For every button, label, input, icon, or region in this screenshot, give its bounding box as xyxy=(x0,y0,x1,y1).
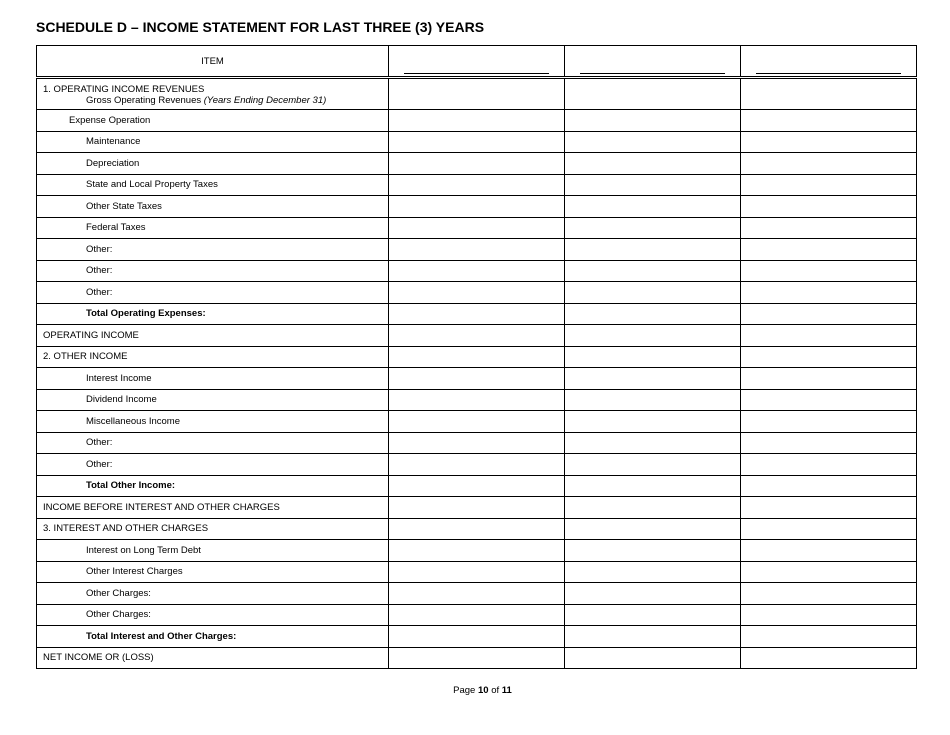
table-row xyxy=(37,346,917,368)
table-row xyxy=(37,217,917,239)
year-1-value-cell[interactable] xyxy=(389,518,565,540)
row-label: Other: xyxy=(86,458,113,470)
year-3-value-cell[interactable] xyxy=(741,454,917,476)
row-label-cell xyxy=(37,389,389,411)
year-1-value-cell[interactable] xyxy=(389,303,565,325)
year-2-value-cell[interactable] xyxy=(565,540,741,562)
year-3-value-cell[interactable] xyxy=(741,368,917,390)
year-1-value-cell[interactable] xyxy=(389,346,565,368)
year-1-header-field[interactable] xyxy=(389,46,565,78)
year-3-value-cell[interactable] xyxy=(741,260,917,282)
year-3-value-cell[interactable] xyxy=(741,239,917,261)
row-label-cell xyxy=(37,540,389,562)
year-1-value-cell[interactable] xyxy=(389,561,565,583)
table-row xyxy=(37,540,917,562)
item-column-header: ITEM xyxy=(37,46,389,78)
year-1-value-cell[interactable] xyxy=(389,282,565,304)
table-row xyxy=(37,411,917,433)
row-label: Other Interest Charges xyxy=(86,566,183,578)
year-1-value-cell[interactable] xyxy=(389,389,565,411)
year-2-value-cell[interactable] xyxy=(565,282,741,304)
row-label-cell xyxy=(37,131,389,153)
year-1-value-cell[interactable] xyxy=(389,626,565,648)
year-2-value-cell[interactable] xyxy=(565,518,741,540)
year-2-value-cell[interactable] xyxy=(565,604,741,626)
year-2-value-cell[interactable] xyxy=(565,303,741,325)
year-2-value-cell[interactable] xyxy=(565,174,741,196)
row-label: Total Operating Expenses: xyxy=(86,308,206,320)
row-label: 1. OPERATING INCOME REVENUES xyxy=(43,84,205,95)
year-3-value-cell[interactable] xyxy=(741,497,917,519)
page-total: 11 xyxy=(501,685,512,696)
year-1-value-cell[interactable] xyxy=(389,260,565,282)
row-label-cell xyxy=(37,217,389,239)
row-label: 2. OTHER INCOME xyxy=(43,351,128,363)
row-label: Interest Income xyxy=(86,372,152,384)
year-1-value-cell[interactable] xyxy=(389,153,565,175)
year-3-value-cell[interactable] xyxy=(741,647,917,669)
year-3-value-cell[interactable] xyxy=(741,604,917,626)
table-row xyxy=(37,475,917,497)
table-row xyxy=(37,368,917,390)
row-label: 3. INTEREST AND OTHER CHARGES xyxy=(43,523,209,535)
row-label: Other: xyxy=(86,437,113,449)
year-1-value-cell[interactable] xyxy=(389,131,565,153)
year-2-value-cell[interactable] xyxy=(565,217,741,239)
row-label-cell xyxy=(37,604,389,626)
row-label: Other: xyxy=(86,286,113,298)
year-2-value-cell[interactable] xyxy=(565,626,741,648)
row-label: Other Charges: xyxy=(86,587,151,599)
row-label-cell xyxy=(37,497,389,519)
table-row xyxy=(37,626,917,648)
row-label-cell xyxy=(37,583,389,605)
year-2-value-cell[interactable] xyxy=(565,346,741,368)
year-2-value-cell[interactable] xyxy=(565,131,741,153)
row-label-cell xyxy=(37,260,389,282)
row-label: Depreciation xyxy=(86,157,140,169)
year-3-value-cell[interactable] xyxy=(741,346,917,368)
row-label: Other: xyxy=(86,265,113,277)
year-2-value-cell[interactable] xyxy=(565,389,741,411)
year-1-value-cell[interactable] xyxy=(389,325,565,347)
year-3-value-cell[interactable] xyxy=(741,196,917,218)
year-2-value-cell[interactable] xyxy=(565,368,741,390)
year-2-value-cell[interactable] xyxy=(565,260,741,282)
year-3-value-cell[interactable] xyxy=(741,325,917,347)
year-1-value-cell[interactable] xyxy=(389,217,565,239)
year-1-value-cell[interactable] xyxy=(389,583,565,605)
year-2-header-field[interactable] xyxy=(565,46,741,78)
year-1-value-cell[interactable] xyxy=(389,368,565,390)
year-3-value-cell[interactable] xyxy=(741,540,917,562)
table-row xyxy=(37,325,917,347)
year-3-value-cell[interactable] xyxy=(741,131,917,153)
row-label: Total Other Income: xyxy=(86,480,176,492)
row-label: State and Local Property Taxes xyxy=(86,179,218,191)
year-3-value-cell[interactable] xyxy=(741,432,917,454)
row-sub-label: Gross Operating Revenues xyxy=(86,95,202,106)
year-2-blank-line xyxy=(580,73,725,74)
row-label: Total Interest and Other Charges: xyxy=(86,630,237,642)
year-1-value-cell[interactable] xyxy=(389,196,565,218)
table-row xyxy=(37,604,917,626)
row-label-cell xyxy=(37,325,389,347)
year-1-value-cell[interactable] xyxy=(389,432,565,454)
row-label-cell xyxy=(37,78,389,110)
year-1-value-cell[interactable] xyxy=(389,239,565,261)
page-of: of xyxy=(491,685,500,696)
table-row xyxy=(37,260,917,282)
table-header-row xyxy=(37,46,917,78)
table-row xyxy=(37,239,917,261)
year-2-value-cell[interactable] xyxy=(565,497,741,519)
year-2-value-cell[interactable] xyxy=(565,78,741,110)
year-1-value-cell[interactable] xyxy=(389,454,565,476)
row-label-cell xyxy=(37,303,389,325)
year-1-value-cell[interactable] xyxy=(389,475,565,497)
row-label-cell xyxy=(37,153,389,175)
row-label-cell xyxy=(37,647,389,669)
row-label: OPERATING INCOME xyxy=(43,329,139,341)
row-label-cell xyxy=(37,368,389,390)
year-3-value-cell[interactable] xyxy=(741,518,917,540)
year-2-value-cell[interactable] xyxy=(565,647,741,669)
page-footer xyxy=(0,685,950,696)
table-row xyxy=(37,561,917,583)
year-3-value-cell[interactable] xyxy=(741,78,917,110)
row-label: NET INCOME OR (LOSS) xyxy=(43,652,154,664)
table-row xyxy=(37,153,917,175)
year-3-value-cell[interactable] xyxy=(741,282,917,304)
row-label: Expense Operation xyxy=(69,114,151,126)
table-row xyxy=(37,454,917,476)
table-row xyxy=(37,110,917,132)
year-3-value-cell[interactable] xyxy=(741,411,917,433)
year-1-blank-line xyxy=(404,73,549,74)
table-row xyxy=(37,518,917,540)
year-2-value-cell[interactable] xyxy=(565,153,741,175)
table-row xyxy=(37,174,917,196)
year-2-value-cell[interactable] xyxy=(565,454,741,476)
row-label-cell xyxy=(37,411,389,433)
year-1-value-cell[interactable] xyxy=(389,411,565,433)
year-1-value-cell[interactable] xyxy=(389,174,565,196)
page-number: 10 xyxy=(477,685,489,696)
table-row xyxy=(37,583,917,605)
row-label: Maintenance xyxy=(86,136,141,148)
row-label: Dividend Income xyxy=(86,394,157,406)
year-3-value-cell[interactable] xyxy=(741,153,917,175)
year-3-value-cell[interactable] xyxy=(741,303,917,325)
row-sub-note: (Years Ending December 31) xyxy=(203,95,327,106)
row-label-cell xyxy=(37,475,389,497)
row-label-cell xyxy=(37,110,389,132)
table-row xyxy=(37,389,917,411)
year-3-value-cell[interactable] xyxy=(741,475,917,497)
year-2-value-cell[interactable] xyxy=(565,411,741,433)
row-label: Interest on Long Term Debt xyxy=(86,544,201,556)
table-row xyxy=(37,303,917,325)
year-3-value-cell[interactable] xyxy=(741,174,917,196)
year-2-value-cell[interactable] xyxy=(565,325,741,347)
table-row xyxy=(37,282,917,304)
row-label-cell xyxy=(37,518,389,540)
row-label-cell xyxy=(37,626,389,648)
table-row xyxy=(37,497,917,519)
year-1-value-cell[interactable] xyxy=(389,604,565,626)
income-statement-table xyxy=(36,45,917,669)
row-label-cell xyxy=(37,282,389,304)
year-3-value-cell[interactable] xyxy=(741,110,917,132)
year-2-value-cell[interactable] xyxy=(565,110,741,132)
schedule-title: SCHEDULE D – INCOME STATEMENT FOR LAST THREE (3) YEARS xyxy=(36,19,485,35)
year-1-value-cell[interactable] xyxy=(389,540,565,562)
page-prefix: Page xyxy=(453,685,476,696)
year-2-value-cell[interactable] xyxy=(565,561,741,583)
row-label-cell xyxy=(37,346,389,368)
row-label-cell xyxy=(37,239,389,261)
row-label-cell xyxy=(37,174,389,196)
year-3-value-cell[interactable] xyxy=(741,217,917,239)
row-label: Miscellaneous Income xyxy=(86,415,180,427)
year-3-blank-line xyxy=(756,73,901,74)
row-label-cell xyxy=(37,196,389,218)
table-row xyxy=(37,432,917,454)
row-label: Other Charges: xyxy=(86,609,151,621)
year-2-value-cell[interactable] xyxy=(565,239,741,261)
row-label: INCOME BEFORE INTEREST AND OTHER CHARGES xyxy=(43,501,280,513)
year-3-value-cell[interactable] xyxy=(741,389,917,411)
row-label: Federal Taxes xyxy=(86,222,146,234)
table-row xyxy=(37,131,917,153)
year-3-value-cell[interactable] xyxy=(741,626,917,648)
row-label-cell xyxy=(37,454,389,476)
year-3-value-cell[interactable] xyxy=(741,561,917,583)
year-1-value-cell[interactable] xyxy=(389,647,565,669)
year-1-value-cell[interactable] xyxy=(389,78,565,110)
table-row xyxy=(37,78,917,110)
table-row xyxy=(37,196,917,218)
year-1-value-cell[interactable] xyxy=(389,110,565,132)
year-2-value-cell[interactable] xyxy=(565,475,741,497)
year-1-value-cell[interactable] xyxy=(389,497,565,519)
row-label: Other State Taxes xyxy=(86,200,162,212)
row-label-cell xyxy=(37,432,389,454)
row-label: Other: xyxy=(86,243,113,255)
table-row xyxy=(37,647,917,669)
row-label-cell xyxy=(37,561,389,583)
year-2-value-cell[interactable] xyxy=(565,432,741,454)
year-3-header-field[interactable] xyxy=(741,46,917,78)
year-3-value-cell[interactable] xyxy=(741,583,917,605)
year-2-value-cell[interactable] xyxy=(565,583,741,605)
row-sub-label-wrap xyxy=(37,95,388,106)
year-2-value-cell[interactable] xyxy=(565,196,741,218)
